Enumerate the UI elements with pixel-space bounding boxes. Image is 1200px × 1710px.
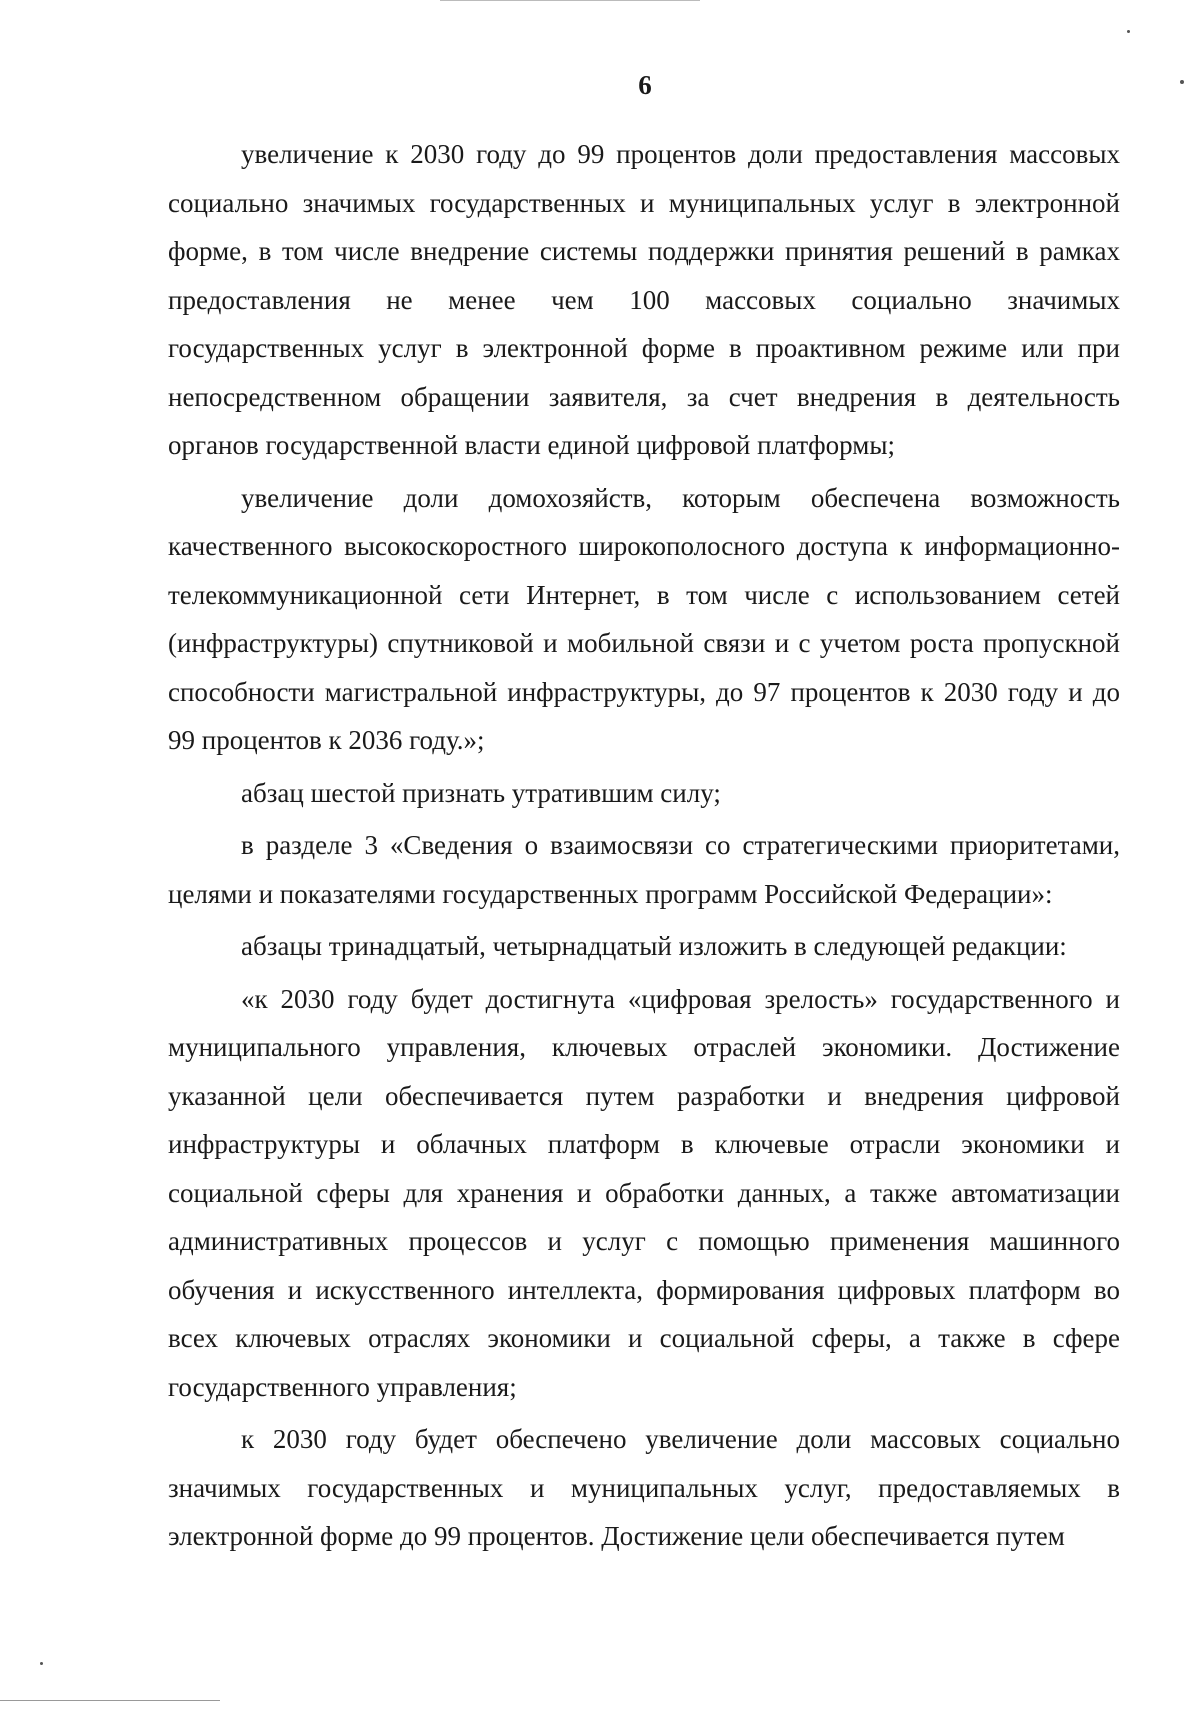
- scan-dot: [1127, 30, 1130, 33]
- paragraph-services-share: к 2030 году будет обеспечено увеличение доли массовых социально значимых государственных и муниципальных услуг, предоставляемых в электронной форме до 99 процентов. Достижение цели обеспечивается путем: [168, 1424, 1120, 1551]
- paragraph-section-3: в разделе 3 «Сведения о взаимосвязи со стратегическими приоритетами, целями и показателями государственных программ Российской Федерации»:: [168, 830, 1120, 909]
- scan-edge-line: [0, 1700, 220, 1701]
- paragraph-broadband-access: увеличение доли домохозяйств, которым обеспечена возможность качественного высокоскоростного широкополосного доступа к информационно-телекоммуникационной сети Интернет, в том числе с использованием сетей (инфраструктуры) спутниковой и мобильной связи и с учетом роста пропускной способности магистральной инфраструктуры, до 97 процентов к 2030 году и до 99 процентов к 2036 году.»;: [168, 482, 1120, 755]
- scan-edge-line: [440, 0, 700, 1]
- scan-dot: [1180, 80, 1184, 84]
- document-body: [168, 130, 1120, 1561]
- paragraph-clauses-13-14: абзацы тринадцатый, четырнадцатый изложить в следующей редакции:: [241, 931, 1067, 961]
- scan-dot: [40, 1662, 43, 1665]
- paragraph-digital-maturity: «к 2030 году будет достигнута «цифровая зрелость» государственного и муниципального управления, ключевых отраслей экономики. Достижение указанной цели обеспечивается путем разработки и внедрения цифровой инфраструктуры и облачных платформ в ключевые отрасли экономики и социальной сферы для хранения и обработки данных, а также автоматизации административных процессов и услуг с помощью применения машинного обучения и искусственного интеллекта, формирования цифровых платформ во всех ключевых отраслях экономики и социальной сферы, а также в сфере государственного управления;: [168, 983, 1120, 1402]
- paragraph-sixth-clause-void: абзац шестой признать утратившим силу;: [241, 777, 721, 808]
- page-number: 6: [638, 70, 652, 100]
- paragraph-services-electronic: увеличение к 2030 году до 99 процентов доли предоставления массовых социально значимых государственных и муниципальных услуг в электронной форме, в том числе внедрение системы поддержки принятия решений в рамках предоставления не менее чем 100 массовых социально значимых государственных услуг в электронной форме в проактивном режиме или при непосредственном обращении заявителя, за счет внедрения в деятельность органов государственной власти единой цифровой платформы;: [168, 139, 1120, 460]
